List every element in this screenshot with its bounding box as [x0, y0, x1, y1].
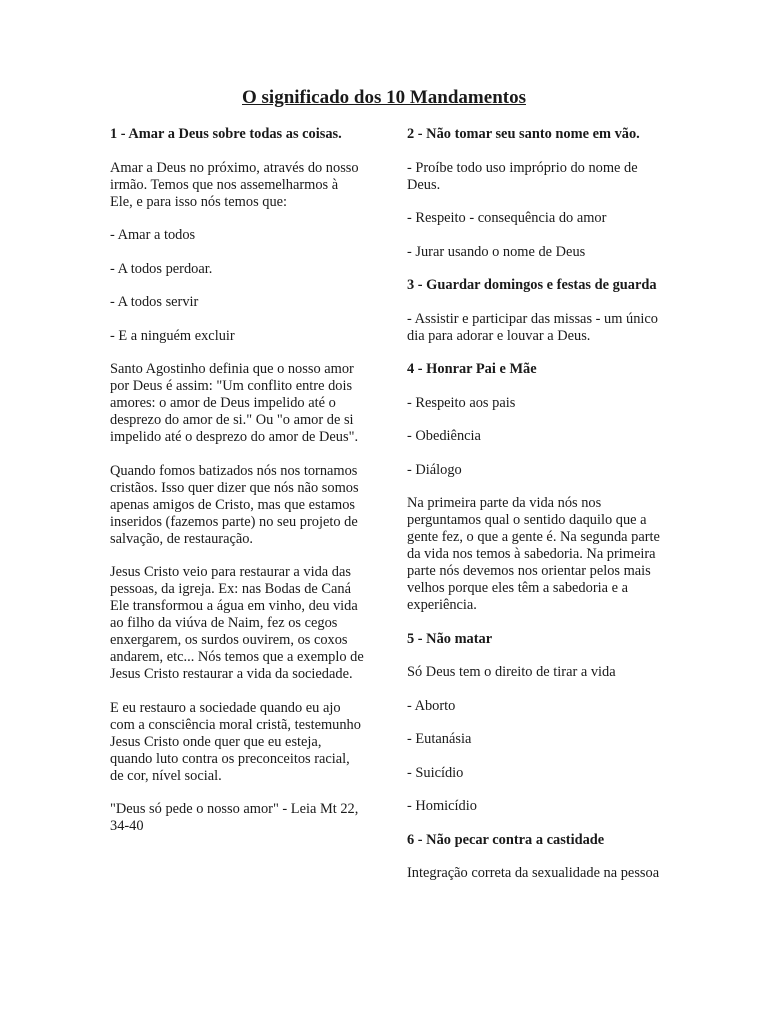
right-paragraph: - Jurar usando o nome de Deus [407, 243, 586, 260]
right-paragraph: - Respeito aos pais [407, 394, 516, 411]
right-paragraph: - Proíbe todo uso impróprio do nome de Deus. [407, 159, 638, 193]
left-paragraph: Santo Agostinho definia que o nosso amor por Deus é assim: "Um conflito entre dois amores: o amor de Deus impelido até o desprezo do amor de si." Ou "o amor de si impelido até o desprezo do amor de Deus". [110, 361, 359, 445]
left-section-heading: 1 - Amar a Deus sobre todas as coisas. [110, 126, 342, 142]
left-paragraph: Jesus Cristo veio para restaurar a vida das pessoas, da igreja. Ex: nas Bodas de Caná Ele transformou a água em vinho, deu vida ao filho da viúva de Naim, fez os cegos enxergarem, os surdos ouvirem, os coxos andarem, etc... Nós temos que a exemplo de Jesus Cristo restaurar a vida da sociedade. [110, 564, 364, 682]
right-paragraph: Integração correta da sexualidade na pessoa [407, 865, 660, 881]
left-paragraph: - E a ninguém excluir [110, 327, 235, 344]
left-paragraph: - Amar a todos [110, 227, 196, 243]
left-column [110, 126, 364, 852]
right-paragraph: - Diálogo [407, 461, 462, 478]
right-paragraph: - Assistir e participar das missas - um único dia para adorar e louvar a Deus. [407, 310, 658, 344]
right-paragraph: - Homicídio [407, 798, 477, 814]
right-column [407, 126, 663, 899]
right-section-heading: 6 - Não pecar contra a castidade [407, 831, 605, 848]
left-paragraph: - A todos servir [110, 294, 199, 310]
left-paragraph: - A todos perdoar. [110, 260, 213, 277]
right-paragraph: - Obediência [407, 428, 481, 444]
right-section-heading: 4 - Honrar Pai e Mãe [407, 361, 537, 377]
right-section-heading: 3 - Guardar domingos e festas de guarda [407, 277, 657, 293]
left-paragraph: "Deus só pede o nosso amor" - Leia Mt 22, 34-40 [110, 801, 359, 834]
right-paragraph: - Eutanásia [407, 731, 472, 747]
right-paragraph: - Suicídio [407, 764, 464, 781]
left-paragraph: Quando fomos batizados nós nos tornamos cristãos. Isso quer dizer que nós não somos apenas amigos de Cristo, mas que estamos inseridos (fazemos parte) no seu projeto de salvação, de restauração. [110, 462, 359, 547]
right-paragraph: - Respeito - consequência do amor [407, 210, 607, 226]
page-title: O significado dos 10 Mandamentos [242, 87, 526, 108]
right-paragraph: - Aborto [407, 697, 456, 714]
left-paragraph: Amar a Deus no próximo, através do nosso irmão. Temos que nos assemelharmos à Ele, e para isso nós temos que: [110, 159, 359, 210]
right-section-heading: 2 - Não tomar seu santo nome em vão. [407, 126, 640, 142]
right-paragraph: Na primeira parte da vida nós nos perguntamos qual o sentido daquilo que a gente fez, o que a gente é. Na segunda parte da vida nos temos à sabedoria. Na primeira parte nós devemos nos orientar pelos mais velhos porque eles têm a sabedoria e a experiência. [407, 495, 660, 613]
left-paragraph: E eu restauro a sociedade quando eu ajo com a consciência moral cristã, testemunho Jesus Cristo onde quer que eu esteja, quando luto contra os preconceitos racial, de cor, nível social. [110, 699, 361, 784]
right-paragraph: Só Deus tem o direito de tirar a vida [407, 664, 616, 680]
right-section-heading: 5 - Não matar [407, 630, 493, 647]
